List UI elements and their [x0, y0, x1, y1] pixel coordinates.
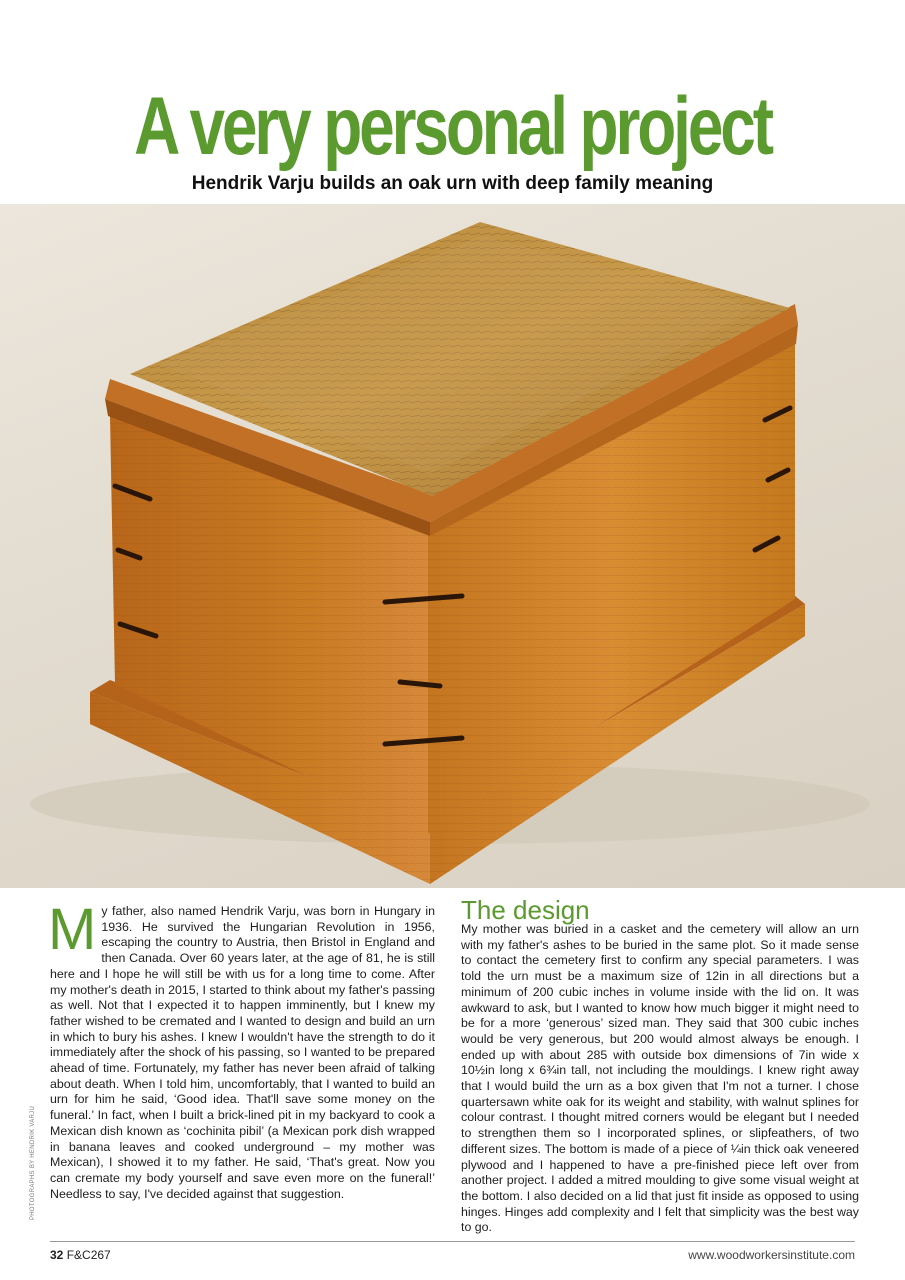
oak-urn-photo	[0, 204, 905, 888]
issue-label: F&C267	[66, 1248, 111, 1262]
footer-page-info	[50, 1248, 111, 1262]
drop-cap: M	[48, 897, 97, 962]
intro-text: y father, also named Hendrik Varju, was born in Hungary in 1936. He survived the Hungarian Revolution in 1956, escaping the country to Austria, then Bristol in England and then Canada. Over 60 years later, at the age of 81, he is still here and I hope he will still be with us for a long time to come. After my mother's death in 2015, I started to think about my father's passing as well. Not that I expected it to happen imminently, but I knew my father wished to be cremated and I wanted to design and build an urn in which to bury his ashes. I knew I wouldn't have the strength to do it immediately after the shock of his passing, so I wanted to be prepared ahead of time. Fortunately, my father has never been afraid of talking about death. When I told him, uncomfortably, that I wanted to build an urn for him he said, ‘Good idea. That'll save some money on the funeral.’ In fact, when I built a brick-lined pit in my backyard to cook a Mexican dish known as ‘cochinita pibil’ (a Mexican pork dish wrapped in banana leaves and cooked underground – my mother was Mexican), I showed it to my father. He said, ‘That's great. Now you can cremate my body yourself and save even more on the funeral!’ Needless to say, I've decided against that suggestion.	[50, 904, 435, 1201]
section-heading: The design	[461, 895, 590, 925]
design-text: My mother was buried in a casket and the cemetery will allow an urn with my father's ashes to be buried in the same plot. So it made sense to contact the cemetery first to confirm any special parameters. I was told the urn must be a maximum size of 12in in all directions but a minimum of 200 cubic inches in volume inside with the lid on. It was awkward to ask, but I wanted to know how much bigger it might need to be for a more ‘generous’ sized man. They said that 300 cubic inches would be very generous, but 200 would almost always be enough. I ended up with about 285 with outside box dimensions of 7in wide x 10½in long x 6¾in tall, not including the mouldings. I knew right away that I would build the urn as a box given that I'm not a turner. I chose quartersawn white oak for its weight and stability, with walnut splines for colour contrast. I thought mitred corners would be elegant but I needed to strengthen them so I incorporated splines, or slipfeathers, of two different sizes. The bottom is made of a piece of ¼in thick oak veneered plywood and I happened to have a pre-finished piece left over from another project. I added a mitred moulding to give some visual weight at the bottom. I also decided on a lid that just fit inside as opposed to using hinges. Hinges add complexity and I felt that simplicity was the best way to go.	[461, 922, 859, 1235]
footer-website: www.woodworkersinstitute.com	[688, 1248, 855, 1262]
footer-divider	[50, 1241, 855, 1242]
photo-credit: PHOTOGRAPHS BY HENDRIK VARJU	[30, 1105, 36, 1220]
article-title: A very personal project	[134, 81, 771, 172]
page-number: 32	[50, 1248, 64, 1262]
design-column	[461, 922, 859, 1236]
intro-column	[48, 897, 435, 1202]
urn-illustration	[0, 204, 905, 888]
article-subtitle: Hendrik Varju builds an oak urn with deep family meaning	[191, 173, 714, 194]
